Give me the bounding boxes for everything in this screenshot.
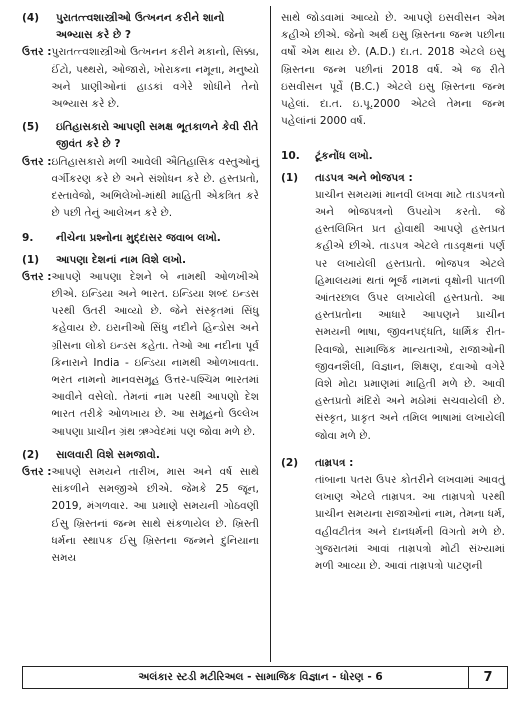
page-number: 7: [468, 667, 507, 688]
question-text: પુરાતત્ત્વશાસ્ત્રીઓ ઉત્ખનન કરીને શાનો અભ્યાસ કરે છે ?: [56, 12, 225, 42]
answer-text: પુરાતત્ત્વશાસ્ત્રીઓ ઉત્ખનન કરીને મકાનો, સિક્કા, ઈંટો, પથ્થરો, ઓજારો, ખોરાકના નમૂના, મનુષ્યો અને પ્રાણીઓનાં હાડકાં વગેરે શોધીને તેનો અભ્યાસ કરે છે.: [51, 46, 259, 111]
answer-label: ઉત્તર :: [22, 270, 52, 283]
answer-text: ઇતિહાસકારો મળી આવેલી ઐતિહાસિક વસ્તુઓનું વર્ગીકરણ કરે છે અને સંશોધન કરે છે. હસ્તપ્રતો, દસ્તાવેજો, અભિલેખો-માંથી માહિતી એકત્રિત કરે છે પછી તેનું આલેખન કરે છે.: [51, 155, 259, 220]
answer-label: ઉત્તર :: [22, 466, 52, 479]
section-number: 10.: [281, 150, 300, 163]
answer-4: [22, 44, 259, 113]
section-title: નીચેના પ્રશ્નોના મુદ્દાસર જવાબ લખો.: [56, 232, 221, 245]
note-title: તામ્રપત્ર :: [315, 456, 354, 469]
section-10-heading: [281, 148, 505, 165]
question-5: [22, 119, 259, 153]
subquestion-number: (1): [22, 253, 40, 266]
note-number: (2): [281, 456, 299, 469]
subquestion-number: (2): [22, 448, 40, 461]
answer-label: ઉત્તર :: [22, 46, 52, 59]
subquestion-text: સાલવારી વિશે સમજાવો.: [56, 448, 160, 461]
question-number: (5): [22, 121, 40, 134]
subquestion-text: આપણા દેશનાં નામ વિશે લખો.: [56, 253, 187, 266]
note-2-paragraph: તાંબાના પતરા ઉપર કોતરીને લખવામાં આવતું લખાણ એટલે તામ્રપત્ર. આ તામ્રપત્રો પરથી પ્રાચીન સમયના રાજાઓનાં નામ, તેમના ધર્મ, વહીવટીતંત્ર અને દાનધર્મની વિગતો મળે છે. ગુજરાતમાં આવાં તામ્રપત્રો મોટી સંખ્યામાં મળી આવ્યા છે. આવાં તામ્રપત્રો પાટણની: [315, 474, 505, 573]
column-divider: [270, 6, 271, 662]
note-number: (1): [281, 171, 299, 184]
continued-paragraph: સાથે જોડવામાં આવ્યો છે. આપણે ઇસવીસન એમ કહીએ છીએ. જેનો અર્થ ઇસુ ખ્રિસ્તના જન્મ પછીના વર્ષો એમ થાય છે. (A.D.) દા.ત. 2018 એટલે ઇસુ ખ્રિસ્તના જન્મ પછીનાં 2018 વર્ષ. એ જ રીતે ઇસવીસન પૂર્વે (B.C.) એટલે ઇસુ ખ્રિસ્તના જન્મ પહેલાં. દા.ત. ઇ.પૂ.2000 એટલે તેમના જન્મ પહેલાંનાં 2000 વર્ષ.: [281, 12, 505, 128]
footer-title: અલંકાર સ્ટડી મટીરિઅલ - સામાજિક વિજ્ઞાન - ધોરણ - 6: [138, 671, 383, 683]
answer-label: ઉત્તર :: [22, 155, 52, 168]
subquestion-2: [22, 447, 259, 464]
note-1-paragraph: પ્રાચીન સમયમાં માનવી લખવા માટે તાડપત્રનો અને ભોજપત્રનો ઉપયોગ કરતો. જે હસ્તલિખિત પ્રત હોવાથી આપણે હસ્તપ્રત કહીએ છીએ. તાડપત્ર એટલે તાડવૃક્ષનાં પર્ણ પર લખાયેલી હસ્તપ્રતો. ભોજપત્ર એટલે હિમાલયમાં થતાં ભૂર્જ નામનાં વૃક્ષોની પાતળી આંતરછાલ ઉપર લખાયેલી હસ્તપ્રતો. આ હસ્તપ્રતોના આધારે આપણને પ્રાચીન સમયની ભાષા, જીવનપદ્ધતિ, ધાર્મિક રીત-રિવાજો, સામાજિક માન્યતાઓ, રાજાઓની જીવનશૈલી, વિજ્ઞાન, શિક્ષણ, દવાઓ વગેરે વિશે મોટા પ્રમાણમાં માહિતી મળે છે. આવી હસ્તપ્રતો મંદિરો અને મઠોમાં સચવાયેલી છે. સંસ્કૃત, પ્રાકૃત અને તમિલ ભાષામાં લખાયેલી જોવા મળે છે.: [315, 188, 505, 442]
question-text: ઇતિહાસકારો આપણી સમક્ષ ભૂતકાળને કેવી રીતે જીવંત કરે છે ?: [56, 121, 259, 151]
section-number: 9.: [22, 232, 34, 245]
section-title: ટૂંકનોંધ લખો.: [315, 150, 373, 163]
left-column: [22, 10, 259, 573]
answer-text: આપણે આપણા દેશને બે નામથી ઓળખીએ છીએ. ઇન્ડિયા અને ભારત. ઇન્ડિયા શબ્દ ઇન્ડસ પરથી ઉતરી આવ્યો છે. જેને સંસ્કૃતમાં સિંધુ કહેવાય છે. ઇરાનીઓ સિંધુ નદીને હિન્ડોસ અને ગ્રીસના લોકો ઇન્ડસ કહેતા. તેઓ આ નદીના પૂર્વ કિનારાને India - ઇન્ડિયા નામથી ઓળખાવતા. ભરત નામનો માનવસમૂહ ઉત્તર-પશ્ચિમ ભારતમાં આવીને વસેલો. તેમનાં નામ પરથી આપણો દેશ ભારત તરીકે ઓળખાય છે. આ સમૂહનો ઉલ્લેખ આપણા પ્રાચીન ગ્રંથ ઋગ્વેદમાં પણ જોવા મળે છે.: [51, 270, 259, 438]
subquestion-1: [22, 252, 259, 269]
note-title: તાડપત્ર અને ભોજપત્ર :: [315, 171, 413, 184]
answer-country-names: [22, 269, 259, 441]
page-footer: [22, 666, 508, 689]
question-number: (4): [22, 12, 40, 24]
section-9-heading: [22, 230, 259, 247]
right-column: [281, 10, 505, 575]
answer-5: [22, 154, 259, 223]
note-1-heading: [281, 170, 505, 187]
answer-text: આપણે સમયને તારીખ, માસ અને વર્ષ સાથે સાંકળીને સમજીએ છીએ. જેમકે 25 જૂન, 2019, મંગળવાર. આ પ્રમાણે સમયની ગોઠવણી ઈસુ ખ્રિસ્તનાં જન્મ સાથે સંકળાયેલ છે. ખ્રિસ્તી ધર્મના સ્થાપક ઈસુ ખ્રિસ્તના જન્મને દુનિયાના સમય: [51, 466, 259, 565]
question-4: [22, 10, 259, 44]
answer-chronology: [22, 464, 259, 567]
note-2-heading: [281, 455, 505, 472]
